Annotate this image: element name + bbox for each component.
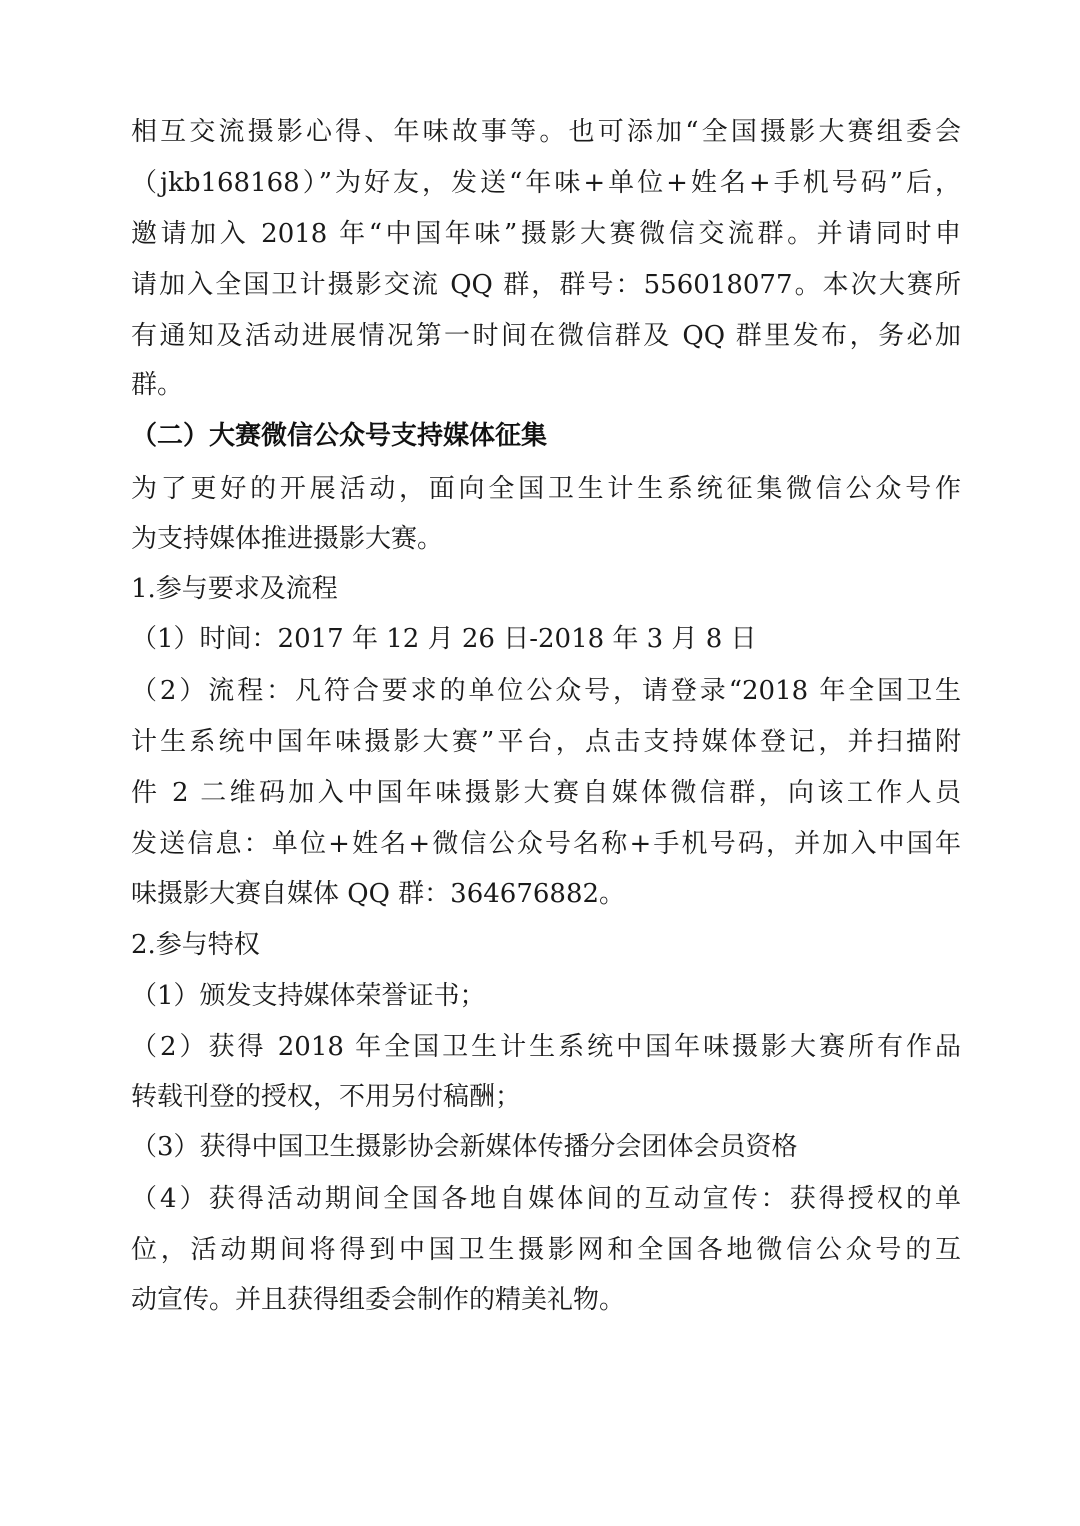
text-line: 相互交流摄影心得、年味故事等。也可添加“全国摄影大赛组委会: [131, 117, 961, 147]
text-line: 转载刊登的授权，不用另付稿酬；: [131, 1082, 522, 1112]
text-line: 发送信息：单位+姓名+微信公众号名称+手机号码，并加入中国年: [131, 829, 961, 859]
text-line: 群。: [131, 370, 184, 400]
section-heading: （二）大赛微信公众号支持媒体征集: [131, 421, 548, 451]
text-line: 动宣传。并且获得组委会制作的精美礼物。: [131, 1285, 626, 1315]
text-line: 为了更好的开展活动，面向全国卫生计生系统征集微信公众号作: [131, 474, 961, 504]
list-item: （1）颁发支持媒体荣誉证书；: [131, 981, 486, 1011]
list-item: （4）获得活动期间全国各地自媒体间的互动宣传：获得授权的单: [131, 1184, 961, 1214]
text-line: 味摄影大赛自媒体 QQ 群：364676882。: [131, 879, 626, 909]
text-line: 为支持媒体推进摄影大赛。: [131, 524, 444, 554]
text-line: 请加入全国卫计摄影交流 QQ 群，群号：556018077。本次大赛所: [131, 270, 961, 300]
list-item: （2）流程：凡符合要求的单位公众号，请登录“2018 年全国卫生: [131, 676, 961, 706]
text-line: 计生系统中国年味摄影大赛”平台，点击支持媒体登记，并扫描附: [131, 727, 961, 757]
list-item: （1）时间：2017 年 12 月 26 日-2018 年 3 月 8 日: [131, 624, 757, 654]
list-item: （3）获得中国卫生摄影协会新媒体传播分会团体会员资格: [131, 1132, 798, 1162]
text-line: 邀请加入 2018 年“中国年味”摄影大赛微信交流群。并请同时申: [131, 219, 961, 249]
list-item: （2）获得 2018 年全国卫生计生系统中国年味摄影大赛所有作品: [131, 1032, 961, 1062]
text-line: 位，活动期间将得到中国卫生摄影网和全国各地微信公众号的互: [131, 1235, 961, 1265]
subsection-title: 1.参与要求及流程: [131, 574, 338, 604]
text-line: 有通知及活动进展情况第一时间在微信群及 QQ 群里发布，务必加: [131, 321, 961, 351]
subsection-title: 2.参与特权: [131, 930, 260, 960]
text-line: （jkb168168）”为好友，发送“年味+单位+姓名+手机号码”后，: [131, 168, 961, 198]
text-line: 件 2 二维码加入中国年味摄影大赛自媒体微信群，向该工作人员: [131, 778, 961, 808]
